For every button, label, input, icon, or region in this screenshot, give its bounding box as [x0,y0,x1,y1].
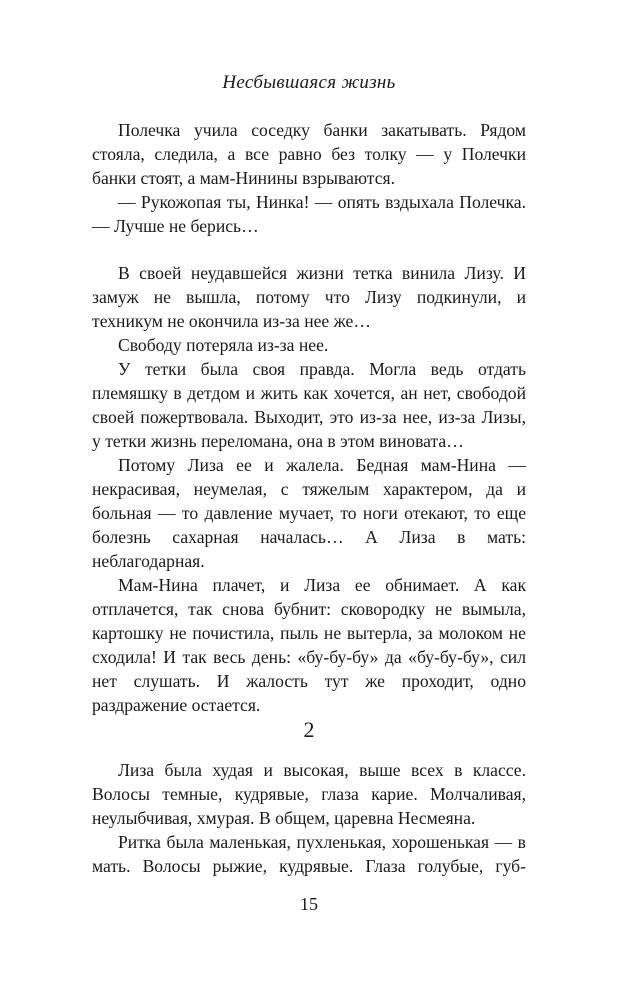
text-block-3 [92,758,526,878]
text-block-2 [92,261,526,717]
paragraph: Полечка учила соседку банки закатывать. Рядом стояла, следила, а все равно без толку — у Полечки банки стоят, а мам-Нинины взрываются. [92,120,526,188]
text-block-1 [92,118,526,238]
paragraph: У тетки была своя правда. Могла ведь отдать племяшку в детдом и жить как хочется, ан нет, свободой своей пожертвовала. Выходит, это из-за нее, из-за Лизы, у тетки жизнь переломана, она в этом виновата… [92,359,526,451]
paragraph: Лиза была худая и высокая, выше всех в классе. Волосы темные, кудрявые, глаза карие. Молчаливая, неулыбчивая, хмурая. В общем, царевна Несмеяна. [92,760,526,828]
running-head: Несбывшаяся жизнь [222,72,396,93]
page-number: 15 [300,894,318,914]
paragraph: Свободу потеряла из-за нее. [118,335,329,355]
chapter-number: 2 [303,717,315,742]
paragraph: — Рукожопая ты, Нинка! — опять вздыхала Полечка. — Лучше не берись… [92,192,526,236]
paragraph: В своей неудавшейся жизни тетка винила Лизу. И замуж не вышла, потому что Лизу подкинули, и техникум не окончила из-за нее же… [92,263,526,331]
paragraph: Ритка была маленькая, пухленькая, хорошенькая — в мать. Волосы рыжие, кудрявые. Глаза голубые, губ- [92,832,526,876]
paragraph: Мам-Нина плачет, и Лиза ее обнимает. А как отплачется, так снова бубнит: сковородку не вымыла, картошку не почистила, пыль не вытерла, за молоком не сходила! И так весь день: «бу-бу-бу» да «бу-бу-бу», сил нет слушать. И жалость тут же проходит, одно раздражение остается. [92,575,526,715]
paragraph: Потому Лиза ее и жалела. Бедная мам-Нина — некрасивая, неумелая, с тяжелым характером, да и больная — то давление мучает, то ноги отекают, то еще болезнь сахарная началась… А Лиза в мать: неблагодарная. [92,455,526,571]
